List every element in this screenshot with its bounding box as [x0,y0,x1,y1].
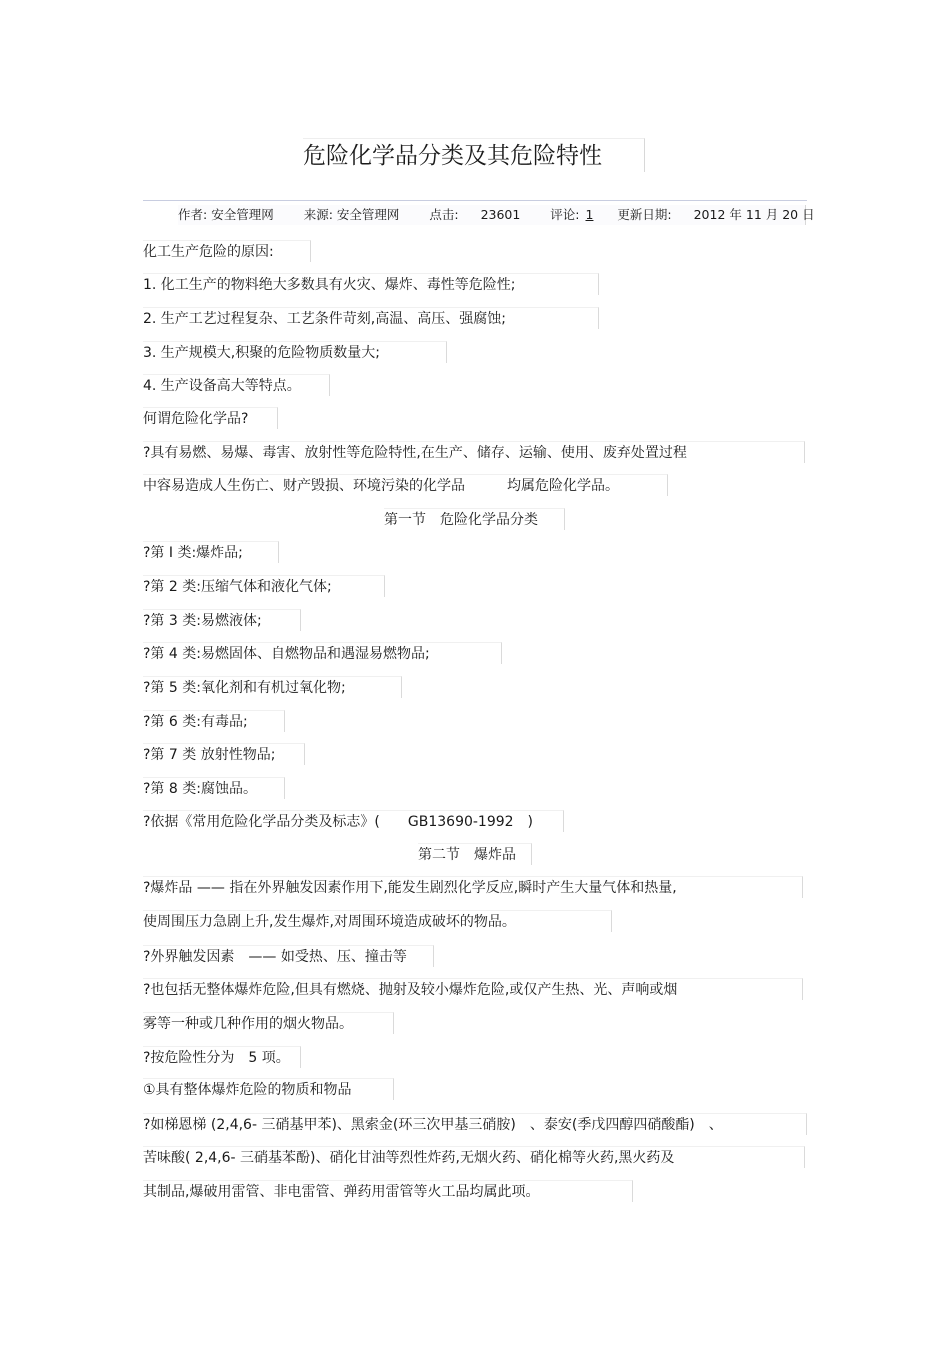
paragraph-line: 其制品,爆破用雷管、非电雷管、弹药用雷管等火工品均属此项。 [143,1180,633,1202]
list-item: ?第 I 类:爆炸品; [143,541,279,563]
paragraph-line: 何谓危险化学品? [143,407,278,429]
paragraph-line: 雾等一种或几种作用的烟火物品。 [143,1012,394,1034]
section-heading: 第一节 危险化学品分类 [384,508,565,530]
list-item: ?第 6 类:有毒品; [143,710,285,732]
comments-link[interactable]: 1 [585,207,594,222]
list-item: ?第 3 类:易燃液体; [143,609,301,631]
clicks-value: 23601 [480,207,521,222]
paragraph-line: 1. 化工生产的物料绝大多数具有火灾、爆炸、毒性等危险性; [143,273,599,295]
paragraph-line: ?如梯恩梯 (2,4,6- 三硝基甲苯)、黑索金(环三次甲基三硝胺) 、泰安(季戊四醇四硝酸酯) 、 [143,1113,807,1135]
section-heading: 第二节 爆炸品 [418,843,532,865]
paragraph-line: 使周围压力急剧上升,发生爆炸,对周围环境造成破坏的物品。 [143,910,612,932]
list-item: ?第 4 类:易燃固体、自燃物品和遇湿易燃物品; [143,642,502,664]
paragraph-line: ?按危险性分为 5 项。 [143,1046,301,1068]
paragraph-line: ①具有整体爆炸危险的物质和物品 [143,1078,394,1100]
article-meta [178,205,815,225]
paragraph-line: 中容易造成人生伤亡、财产毁损、环境污染的化学品 均属危险化学品。 [143,474,668,496]
updated-value: 2012 年 11 月 20 日 [693,207,815,222]
paragraph-line: ?具有易燃、易爆、毒害、放射性等危险特性,在生产、储存、运输、使用、废弃处置过程 [143,441,805,463]
paragraph-line: ?爆炸品 —— 指在外界触发因素作用下,能发生剧烈化学反应,瞬时产生大量气体和热量, [143,876,803,898]
page-title: 危险化学品分类及其危险特性 [303,138,645,172]
source-value: 安全管理网 [336,207,400,222]
paragraph-line: 3. 生产规模大,积聚的危险物质数量大; [143,341,447,363]
paragraph-line: 4. 生产设备高大等特点。 [143,374,330,396]
author-value: 安全管理网 [211,207,274,222]
paragraph-line: 苦味酸( 2,4,6- 三硝基苯酚)、硝化甘油等烈性炸药,无烟火药、硝化棉等火药,黑火药及 [143,1146,805,1168]
list-item: ?第 5 类:氧化剂和有机过氧化物; [143,676,402,698]
clicks-label: 点击: [429,207,459,222]
paragraph-line: 2. 生产工艺过程复杂、工艺条件苛刻,高温、高压、强腐蚀; [143,307,599,329]
paragraph-line: 化工生产危险的原因: [143,240,311,262]
list-item: ?第 2 类:压缩气体和液化气体; [143,575,385,597]
list-item: ?第 7 类 放射性物品; [143,743,305,765]
paragraph-line: ?依据《常用危险化学品分类及标志》( GB13690-1992 ) [143,810,564,832]
source-label: 来源: [303,207,333,222]
paragraph-line: ?外界触发因素 —— 如受热、压、撞击等 [143,945,434,967]
paragraph-line: ?也包括无整体爆炸危险,但具有燃烧、抛射及较小爆炸危险,或仅产生热、光、声响或烟 [143,978,803,1000]
meta-divider [143,200,807,201]
comments-label: 评论: [550,207,580,222]
author-label: 作者: [178,207,208,222]
updated-label: 更新日期: [617,207,672,222]
list-item: ?第 8 类:腐蚀品。 [143,777,285,799]
